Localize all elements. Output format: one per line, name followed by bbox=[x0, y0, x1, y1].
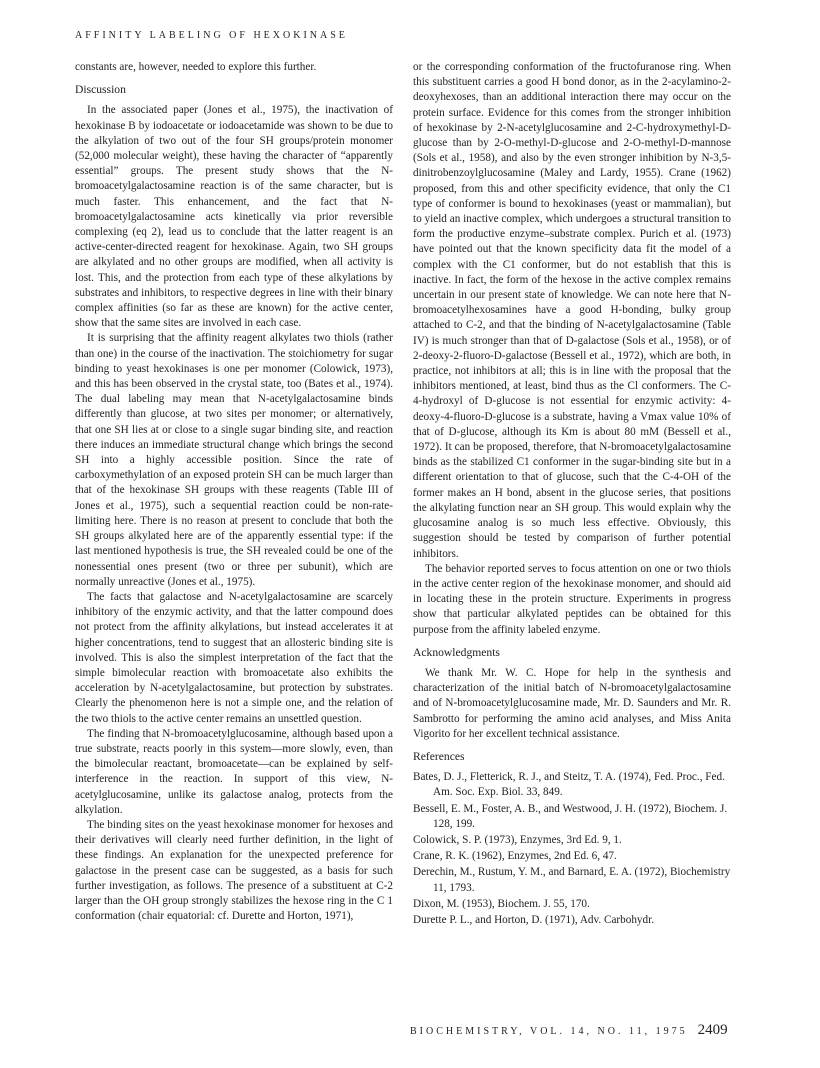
reference-entry: Bessell, E. M., Foster, A. B., and Westwood, J. H. (1972), Biochem. J. 128, 199. bbox=[413, 802, 728, 830]
paragraph: or the corresponding conformation of the fructofuranose ring. When this substituent carries a good H bond donor, as in the 2-acylamino-2-deoxyhexoses, than an additional interaction there may occur on the protein surface. Evidence for this comes from the stronger inhibition of hexokinase by 2-N-acetylglucosamine and 2-C-hydroxymethyl-D-glucose than by 2-O-methyl-D-glucose and 2-O-methyl-D-mannose (Sols et al., 1958), and also by the even stronger inhibition by N-3,5-dinitrobenzoylglucosamine (Maley and Lardy, 1955). Crane (1962) proposed, from this and other specificity evidence, that only the C1 type of conformer is bound to hexokinases (yeast or mammalian), but to yield an inactive complex, which undergoes a structural transition to form the productive enzyme–substrate complex. Purich et al. (1973) have pointed out that the known specificity data fit the model of a complex with the C1 conformer, but do not establish that this is inactive. In fact, the form of the hexose in the active complex remains uncertain in our present state of knowledge. We can note here that N-bromoacetylhexosamines have a good H-bonding, bulky group attached to C-2, and that the binding of N-acetylgalactosamine (Table IV) is much stronger than that of D-galactose (Sols et al., 1958), or of 2-deoxy-2-fluoro-D-galactose (Bessell et al., 1972), which are both, in practice, not inhibitors at all; this is in line with the proposal that the inhibitors mentioned, at least, bind thus as the Cl conformers. The C-4-hydroxyl of D-glucose is not essential for enzymic activity: 4-deoxy-4-fluoro-D-glucose is a substrate, having a Vmax value 10% of that of D-glucose, although its Km is about 80 mM (Bessell et al., 1972). It can be proposed, therefore, that N-bromoacetylgalactosamine binds as the stabilized C1 conformer in the sugar-binding site but in a different orientation to that of glucose, such that the C-4-OH of the former makes an H bond, absent in the glucose series, that positions the alkylating function near an SH group. This would explain why the glucosamine analog is so much less effective. Obviously, this suggestion should be tested by comparison of further potential inhibitors. bbox=[413, 61, 731, 560]
section-heading: Discussion bbox=[75, 83, 126, 97]
paragraph: It is surprising that the affinity reagent alkylates two thiols (rather than one) in the course of the inactivation. The stoichiometry for sugar binding to yeast hexokinases is one per monomer (Colowick, 1973), and this has been observed in the crystal state, too (Bates et al., 1974). The dual labeling may mean that N-acetylgalactosamine binds differently than glucose, at two sites per monomer; or alternatively, that one SH lies at or close to a single sugar binding site, and reaction there induces an immediate structural change which brings the second SH into a highly accessible position. Since the rate of carboxymethylation of an exposed protein SH can be much larger than that of the hexokinase SH groups with these reagents (Table III of Jones et al., 1975), such a sequential reaction could be non-rate-limiting here. There is no reason at present to conclude that both the SH groups alkylated here are of the apparently essential type: if the last mentioned hypothesis is true, the SH revealed could be one of the nonessential ones present (two or three per subunit), which are normally unreactive (Jones et al., 1975). bbox=[75, 332, 393, 588]
section-heading: References bbox=[413, 749, 465, 763]
page-footer bbox=[410, 1022, 728, 1039]
page-number: 2409 bbox=[697, 1022, 728, 1038]
paragraph: The behavior reported serves to focus attention on one or two thiols in the active center region of the hexokinase monomer, and should aid in locating these in the protein structure. Experiments in progress show that particular alkylated peptides can be obtained for this purpose from the affinity labeled enzyme. bbox=[413, 562, 731, 636]
reference-entry: Colowick, S. P. (1973), Enzymes, 3rd Ed. 9, 1. bbox=[413, 833, 622, 846]
section-heading: Acknowledgments bbox=[413, 645, 500, 659]
paragraph: The binding sites on the yeast hexokinase monomer for hexoses and their derivatives will clearly need further definition, in the light of these findings. An explanation for the unexpected preference for galactose in the present case can be suggested, as a basis for such further investigation, as follows. The presence of a substituent at C-2 larger than the OH group strongly stabilizes the hexose ring in the C 1 conformation (chair equatorial: cf. Durette and Horton, 1971), bbox=[75, 818, 393, 923]
paragraph: constants are, however, needed to explore this further. bbox=[75, 61, 317, 73]
reference-entry: Durette P. L., and Horton, D. (1971), Adv. Carbohydr. bbox=[413, 913, 655, 926]
reference-entry: Dixon, M. (1953), Biochem. J. 55, 170. bbox=[413, 897, 590, 910]
reference-entry: Crane, R. K. (1962), Enzymes, 2nd Ed. 6, 47. bbox=[413, 850, 617, 863]
right-column bbox=[413, 60, 731, 929]
reference-entry: Bates, D. J., Fletterick, R. J., and Steitz, T. A. (1974), Fed. Proc., Fed. Am. Soc. Exp. Biol. 33, 849. bbox=[413, 771, 725, 799]
paragraph: We thank Mr. W. C. Hope for help in the synthesis and characterization of the initial batch of N-bromoacetylgalactosamine and of N-bromoacetylglucosamine made, Mr. D. Saunders and Mr. R. Sambrotto for performing the amino acid analyses, and Miss Anita Vigorito for her excellent technical assistance. bbox=[413, 666, 731, 740]
paragraph: The facts that galactose and N-acetylgalactosamine are scarcely inhibitory of the enzymic activity, and that the latter compound does not protect from the affinity alkylations, but instead accelerates it at higher concentrations, tend to suggest that an allosteric binding site is involved. This is also the simplest interpretation of the fact that the simple bimolecular reaction with bromoacetate also exhibits the acceleration by N-acetylgalactosamine, but protection by substrates. Clearly the phenomenon here is not a simple one, and the relation of the two thiols to the active center remains an unsettled question. bbox=[75, 590, 393, 725]
journal-citation: BIOCHEMISTRY, VOL. 14, NO. 11, 1975 bbox=[410, 1026, 688, 1037]
reference-entry: Derechin, M., Rustum, Y. M., and Barnard, E. A. (1972), Biochemistry 11, 1793. bbox=[413, 866, 731, 894]
left-column bbox=[75, 60, 393, 924]
paragraph: The finding that N-bromoacetylglucosamine, although based upon a true substrate, reacts poorly in this system—more slowly, even, than the bimolecular reactant, bromoacetate—can be explained by self-interference in the reaction. In support of this view, N-acetylglucosamine, unlike its galactose analog, protects from the alkylation. bbox=[75, 727, 393, 816]
paragraph: In the associated paper (Jones et al., 1975), the inactivation of hexokinase B by iodoacetate or iodoacetamide was shown to be due to the alkylation of two out of the four SH groups/protein monomer (52,000 molecular weight), these having the character of “apparently essential” groups. The present study shows that the N-bromoacetylgalactosamine reaction is of the same character, but is much faster. This enhancement, and the fact that N-bromoacetylgalactosamine acts kinetically via prior reversible complexing (eq 2), lead us to conclude that the latter reagent is an active-center-directed reagent for hexokinase. Again, two SH groups are alkylated and no other groups are modified, when all activity is lost. This, and the protection from each type of these alkylations by substrates and inhibitors, to respective degrees in line with their binary complex affinities (so far as these are known) for the active center, show that the same sites are involved in each case. bbox=[75, 104, 393, 330]
running-head: AFFINITY LABELING OF HEXOKINASE bbox=[75, 30, 348, 41]
